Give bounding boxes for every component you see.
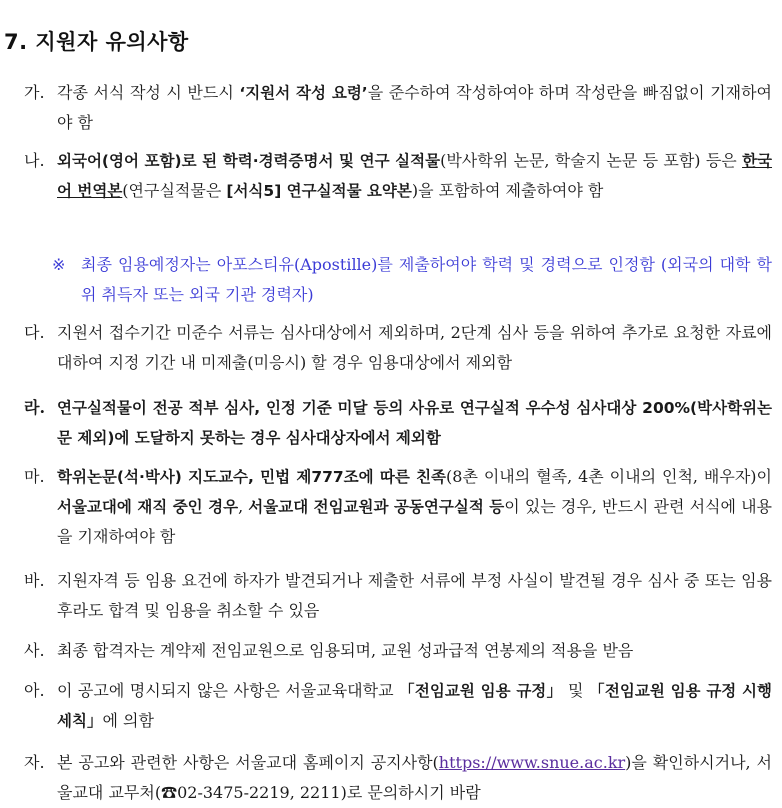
item-marker: 다.: [24, 323, 45, 342]
notice-item-ra: [24, 393, 772, 453]
notice-item-ga: [24, 78, 772, 138]
note-marker: ※: [52, 255, 66, 274]
emphasis-underlined: 한국어 번역본: [57, 152, 773, 200]
item-text: 연구실적물이 전공 적부 심사, 인정 기준 미달 등의 사유로 연구실적 우수성 심사대상 200%(박사학위논문 제외)에 도달하지 못하는 경우 심사대상자에서 제외함: [57, 399, 772, 447]
section-title: 7. 지원자 유의사항: [4, 30, 189, 54]
regulation-name: 「전임교원 임용 규정」: [399, 682, 563, 700]
item-text: 학위논문(석·박사) 지도교수, 민법 제777조에 따른 친족(8촌 이내의 혈족, 4촌 이내의 인척, 배우자)이 서울교대에 재직 중인 경우, 서울교대 전임교원과 공동연구실적 등이 있는 경우, 반드시 관련 서식에 내용을 기재하여야 함: [57, 467, 772, 546]
notice-item-a: [24, 676, 772, 736]
phone-icon: ☎: [161, 783, 178, 802]
notice-item-ja: [24, 748, 772, 808]
item-text: 외국어(영어 포함)로 된 학력·경력증명서 및 연구 실적물(박사학위 논문, 학술지 논문 등 포함) 등은 한국어 번역본(연구실적물은 [서식5] 연구실적물 요약본)을 포함하여 제출하여야 함: [57, 151, 773, 200]
item-marker: 사.: [24, 641, 45, 660]
item-marker: 바.: [24, 571, 45, 590]
emphasis: 서울교대 전임교원과 공동연구실적 등: [248, 498, 505, 516]
homepage-link[interactable]: https://www.snue.ac.kr: [438, 753, 626, 772]
apostille-note: [24, 250, 772, 310]
item-marker: 자.: [24, 753, 45, 772]
item-marker: 나.: [24, 151, 45, 170]
item-marker: 가.: [24, 83, 45, 102]
notice-item-na: [24, 146, 772, 206]
emphasis: 외국어(영어 포함)로 된 학력·경력증명서 및 연구 실적물: [57, 152, 441, 170]
item-text: 지원자격 등 임용 요건에 하자가 발견되거나 제출한 서류에 부정 사실이 발견될 경우 심사 중 또는 임용 후라도 합격 및 임용을 취소할 수 있음: [57, 571, 772, 620]
notice-item-ma: [24, 462, 772, 552]
emphasis: 학위논문(석·박사) 지도교수, 민법 제777조에 따른 친족: [57, 468, 447, 486]
emphasis: ‘지원서 작성 요령’: [239, 84, 368, 102]
emphasis: [서식5] 연구실적물 요약본: [226, 182, 412, 200]
notice-item-ba: [24, 566, 772, 626]
regulation-name: 「전임교원 임용 규정 시행세칙」: [57, 682, 773, 730]
notice-item-da: [24, 318, 772, 378]
emphasis: 서울교대에 재직 중인 경우: [57, 498, 239, 516]
item-text: 각종 서식 작성 시 반드시 ‘지원서 작성 요령’을 준수하여 작성하여야 하며 작성란을 빠짐없이 기재하여야 함: [57, 83, 772, 132]
item-text: 최종 합격자는 계약제 전임교원으로 임용되며, 교원 성과급적 연봉제의 적용을 받음: [57, 641, 634, 660]
note-text: 최종 임용예정자는 아포스티유(Apostille)를 제출하여야 학력 및 경력으로 인정함 (외국의 대학 학위 취득자 또는 외국 기관 경력자): [81, 255, 772, 304]
item-text: 이 공고에 명시되지 않은 사항은 서울교육대학교 「전임교원 임용 규정」 및 「전임교원 임용 규정 시행세칙」에 의함: [57, 681, 773, 730]
item-text: 본 공고와 관련한 사항은 서울교대 홈페이지 공지사항(https://www.snue.ac.kr)을 확인하시거나, 서울교대 교무처(☎02-3475-2219, 2211)로 문의하시기 바람: [57, 753, 772, 802]
item-marker: 아.: [24, 681, 45, 700]
item-marker: 마.: [24, 467, 45, 486]
notice-item-sa: [24, 636, 772, 666]
item-marker: 라.: [24, 398, 46, 417]
item-text: 지원서 접수기간 미준수 서류는 심사대상에서 제외하며, 2단계 심사 등을 위하여 추가로 요청한 자료에 대하여 지정 기간 내 미제출(미응시) 할 경우 임용대상에서 제외함: [57, 323, 772, 372]
